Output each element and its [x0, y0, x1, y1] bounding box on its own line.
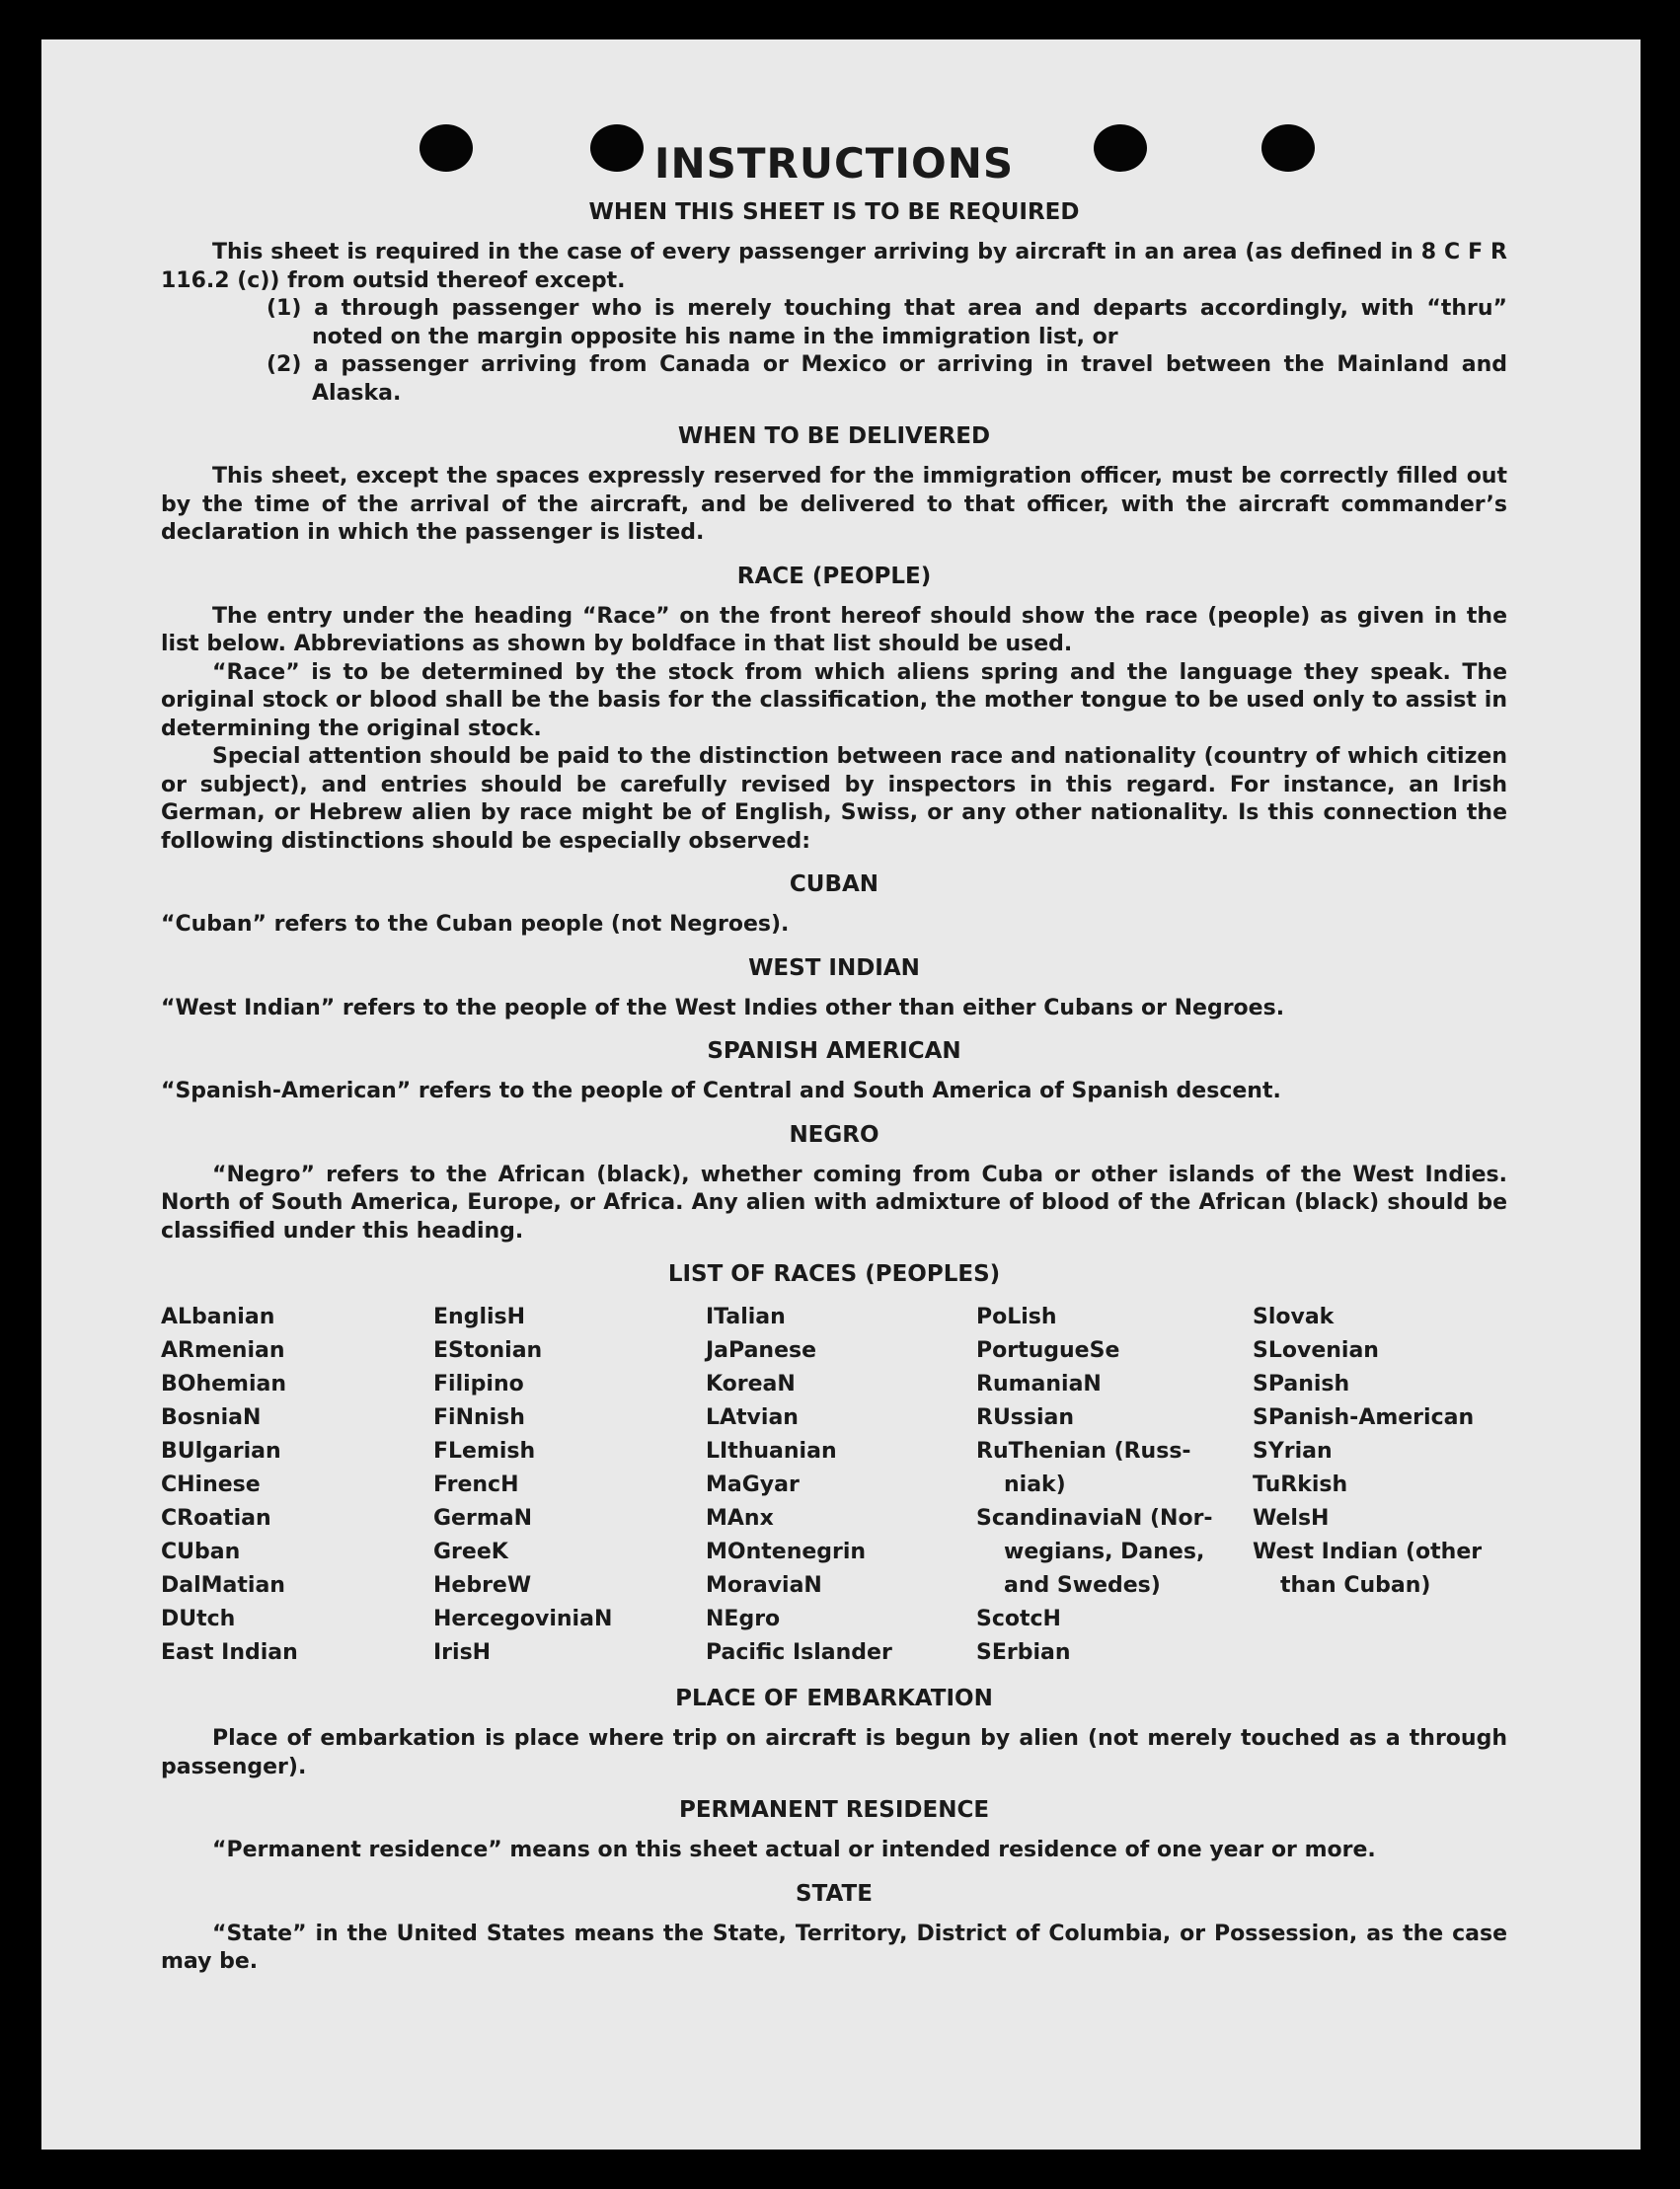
race-item: LAtvian [706, 1405, 799, 1430]
page-title: INSTRUCTIONS [653, 139, 1015, 188]
required-intro: This sheet is required in the case of every passenger arriving by aircraft in an area (as defined in 8 C F R 116.2 (c)) from outsid thereof except. [161, 240, 1507, 293]
heading-race: RACE (PEOPLE) [736, 563, 932, 589]
race-item: NEgro [706, 1607, 781, 1631]
race-item: RuThenian (Russ- [976, 1439, 1191, 1464]
race-item: HebreW [433, 1573, 532, 1598]
race-item: PortugueSe [976, 1338, 1120, 1363]
race-paragraph-1: The entry under the heading “Race” on the front hereof should show the race (people) as given in the list below. Abbreviations as shown by boldface in that list should be used. [161, 603, 1507, 656]
race-item: DUtch [161, 1607, 236, 1631]
race-item: BUlgarian [161, 1439, 281, 1464]
races-column-3 [706, 1301, 976, 1670]
race-item: Slovak [1253, 1305, 1335, 1329]
document-content [161, 138, 1507, 1977]
heading-state: STATE [796, 1880, 873, 1907]
race-item: SPanish-American [1253, 1405, 1475, 1430]
race-item: ALbanian [161, 1305, 275, 1329]
required-item-1: (1) a through passenger who is merely touching that area and departs accordingly, with “thru” noted on the margin opposite his name in the immigration list, or [267, 296, 1507, 349]
race-item: IrisH [433, 1640, 492, 1665]
race-item: WelsH [1253, 1506, 1330, 1531]
race-item: KoreaN [706, 1372, 796, 1396]
race-item: RUssian [976, 1405, 1075, 1430]
race-item: CHinese [161, 1472, 261, 1497]
race-paragraph-3: Special attention should be paid to the distinction between race and nationality (country of which citizen or subject), and entries should be carefully revised by inspectors in this regard. For instance, an Irish German, or Hebrew alien by race might be of English, Swiss, or any other nationality. Is this connection the following distinctions should be especially observed: [161, 744, 1507, 854]
race-item: CRoatian [161, 1506, 271, 1531]
race-item: East Indian [161, 1640, 298, 1665]
race-item: Pacific Islander [706, 1640, 892, 1665]
race-item: MoraviaN [706, 1573, 822, 1598]
negro-text: “Negro” refers to the African (black), whether coming from Cuba or other islands of the West Indies. North of South America, Europe, or Africa. Any alien with admixture of blood of the African (black) should be classified under this heading. [161, 1162, 1507, 1244]
state-text: “State” in the United States means the State, Territory, District of Columbia, or Possession, as the case may be. [161, 1921, 1507, 1974]
residence-text: “Permanent residence” means on this sheet actual or intended residence of one year or more. [212, 1838, 1376, 1862]
race-paragraph-2: “Race” is to be determined by the stock from which aliens spring and the language they speak. The original stock or blood shall be the basis for the classification, the mother tongue to be used only to assist in determining the original stock. [161, 659, 1507, 741]
race-item-continued: than Cuban) [1280, 1573, 1431, 1598]
races-column-5 [1253, 1301, 1507, 1670]
race-item-continued: niak) [1004, 1472, 1066, 1497]
race-item: PoLish [976, 1305, 1057, 1329]
heading-embarkation: PLACE OF EMBARKATION [675, 1686, 993, 1711]
race-item: EnglisH [433, 1305, 526, 1329]
race-item: TuRkish [1253, 1472, 1348, 1497]
races-column-2 [433, 1301, 706, 1670]
race-item: RumaniaN [976, 1372, 1102, 1396]
race-item: SPanish [1253, 1372, 1350, 1396]
spanish-american-text: “Spanish-American” refers to the people of Central and South America of Spanish descent. [161, 1079, 1281, 1103]
race-item: ITalian [706, 1305, 786, 1329]
races-column-4 [976, 1301, 1253, 1670]
heading-spanish-american: SPANISH AMERICAN [707, 1038, 961, 1064]
race-item: FiNnish [433, 1405, 525, 1430]
race-item: FrencH [433, 1472, 519, 1497]
race-item: ScandinaviaN (Nor- [976, 1506, 1213, 1531]
race-item: MaGyar [706, 1472, 800, 1497]
race-item: CUban [161, 1540, 241, 1564]
race-item: ScotcH [976, 1607, 1061, 1631]
heading-negro: NEGRO [789, 1121, 879, 1148]
heading-residence: PERMANENT RESIDENCE [678, 1797, 990, 1823]
race-item: BOhemian [161, 1372, 287, 1396]
cuban-text: “Cuban” refers to the Cuban people (not Negroes). [161, 912, 790, 937]
races-column-1 [161, 1301, 433, 1670]
race-item: MOntenegrin [706, 1540, 867, 1564]
heading-list-of-races: LIST OF RACES (PEOPLES) [667, 1261, 1001, 1287]
race-item: ARmenian [161, 1338, 285, 1363]
race-item: SErbian [976, 1640, 1071, 1665]
race-item: SYrian [1253, 1439, 1333, 1464]
race-item: LIthuanian [706, 1439, 837, 1464]
race-item: West Indian (other [1253, 1540, 1483, 1564]
race-item: GreeK [433, 1540, 508, 1564]
required-item-2: (2) a passenger arriving from Canada or Mexico or arriving in travel between the Mainland and Alaska. [267, 352, 1507, 406]
race-item: EStonian [433, 1338, 543, 1363]
race-item: DalMatian [161, 1573, 285, 1598]
heading-cuban: CUBAN [789, 871, 879, 897]
heading-west-indian: WEST INDIAN [748, 954, 920, 981]
embarkation-text: Place of embarkation is place where trip on aircraft is begun by alien (not merely touched as a through passenger). [161, 1726, 1507, 1779]
delivered-text: This sheet, except the spaces expressly reserved for the immigration officer, must be correctly filled out by the time of the arrival of the aircraft, and be delivered to that officer, with the aircraft commander’s declaration in which the passenger is listed. [161, 464, 1507, 545]
heading-required: WHEN THIS SHEET IS TO BE REQUIRED [588, 199, 1080, 225]
race-item: GermaN [433, 1506, 533, 1531]
heading-delivered: WHEN TO BE DELIVERED [677, 423, 991, 449]
race-item: HercegoviniaN [433, 1607, 613, 1631]
race-item-continued: wegians, Danes, [1004, 1540, 1205, 1564]
race-item-continued: and Swedes) [1004, 1573, 1161, 1598]
race-item: BosniaN [161, 1405, 262, 1430]
race-item: Filipino [433, 1372, 524, 1396]
race-item: FLemish [433, 1439, 536, 1464]
race-item: SLovenian [1253, 1338, 1379, 1363]
races-list [161, 1301, 1507, 1670]
race-item: MAnx [706, 1506, 774, 1531]
west-indian-text: “West Indian” refers to the people of the West Indies other than either Cubans or Negroes. [161, 995, 1285, 1020]
race-item: JaPanese [706, 1338, 817, 1363]
